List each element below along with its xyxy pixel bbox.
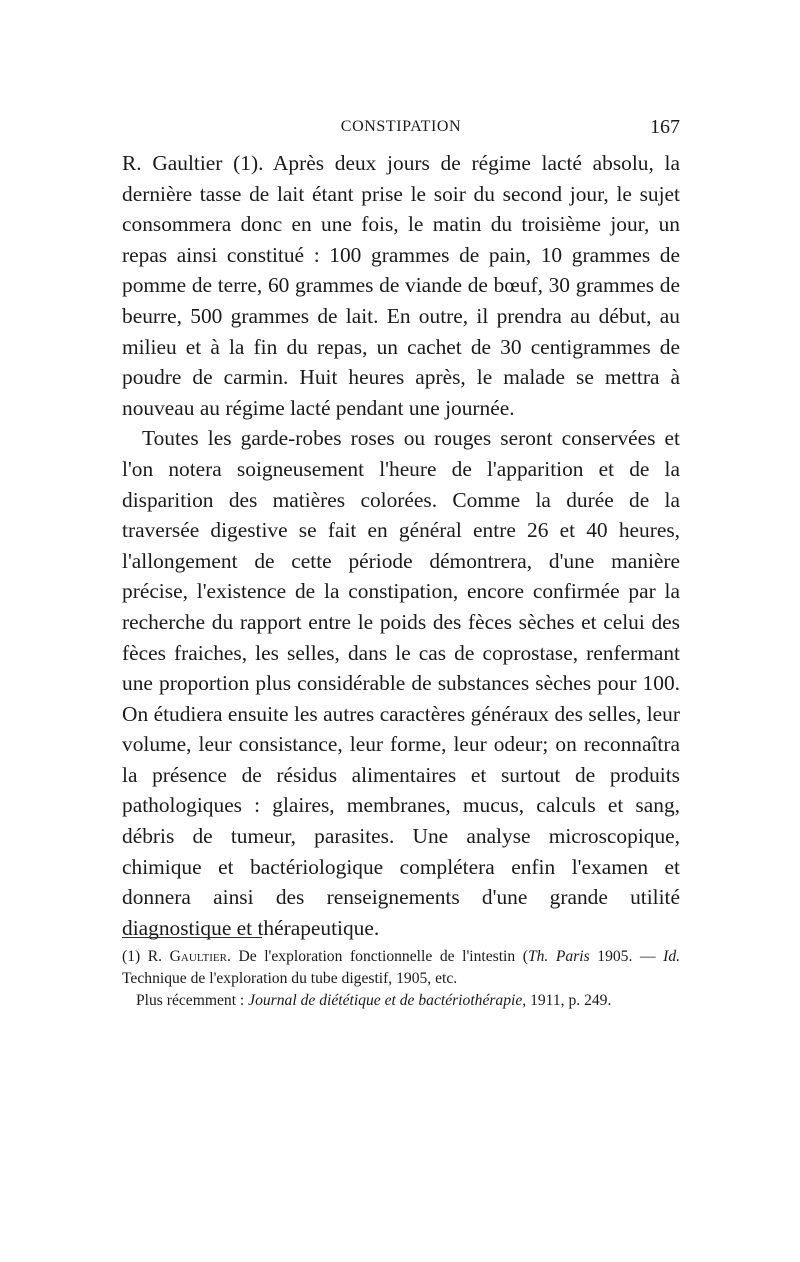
- paragraph-1: R. Gaultier (1). Après deux jours de régime lacté absolu, la dernière tasse de lait étant prise le soir du second jour, le sujet consommera donc en une fois, le matin du troisième jour, un repas ainsi constitué : 100 grammes de pain, 10 grammes de pomme de terre, 60 grammes de viande de bœuf, 30 grammes de beurre, 500 grammes de lait. En outre, il prendra au début, au milieu et à la fin du repas, un cachet de 30 centigrammes de poudre de carmin. Huit heures après, le malade se mettra à nouveau au régime lacté pendant une journée.: [122, 151, 680, 420]
- footnotes: [122, 946, 680, 1012]
- footnote-1-idem: Id.: [663, 948, 681, 965]
- running-head: [122, 116, 680, 140]
- footnote-rule: [122, 937, 262, 938]
- running-title: CONSTIPATION: [340, 118, 462, 135]
- footnote-1-text-c: Technique de l'exploration du tube digestif, 1905, etc.: [122, 970, 458, 987]
- footnote-2-text-a: Plus récemment :: [136, 992, 249, 1009]
- footnote-1-text-b: 1905. —: [589, 948, 664, 965]
- footnote-1-author: Gaultier: [169, 948, 227, 965]
- paragraph-2: Toutes les garde-robes roses ou rouges seront conservées et l'on notera soigneusement l'heure de l'apparition et de la disparition des matières colorées. Comme la durée de la traversée digestive se fait en général entre 26 et 40 heures, l'allongement de cette période démontrera, d'une manière précise, l'existence de la constipation, encore confirmée par la recherche du rapport entre le poids des fèces sèches et celui des fèces fraiches, les selles, dans le cas de coprostase, renfermant une proportion plus considérable de substances sèches pour 100. On étudiera ensuite les autres caractères généraux des selles, leur volume, leur consistance, leur forme, leur odeur; on reconnaîtra la présence de résidus alimentaires et surtout de produits pathologiques : glaires, membranes, mucus, calculs et sang, débris de tumeur, parasites. Une analyse microscopique, chimique et bactériologique complétera enfin l'examen et donnera ainsi des renseignements d'une grande utilité diagnostique et thérapeutique.: [122, 426, 680, 940]
- footnote-1-marker: (1) R.: [122, 948, 163, 965]
- footnote-1-journal: Th. Paris: [527, 948, 590, 965]
- footnote-2: [122, 990, 680, 1012]
- footnote-1-text-a: . De l'exploration fonctionnelle de l'intestin (: [226, 948, 528, 965]
- footnote-2-journal: Journal de diététique et de bactériothérapie: [248, 992, 523, 1009]
- page-number: 167: [650, 116, 680, 138]
- footnote-2-text-b: , 1911, p. 249.: [522, 992, 612, 1009]
- footnote-1: [122, 946, 680, 990]
- body-text: [122, 148, 680, 943]
